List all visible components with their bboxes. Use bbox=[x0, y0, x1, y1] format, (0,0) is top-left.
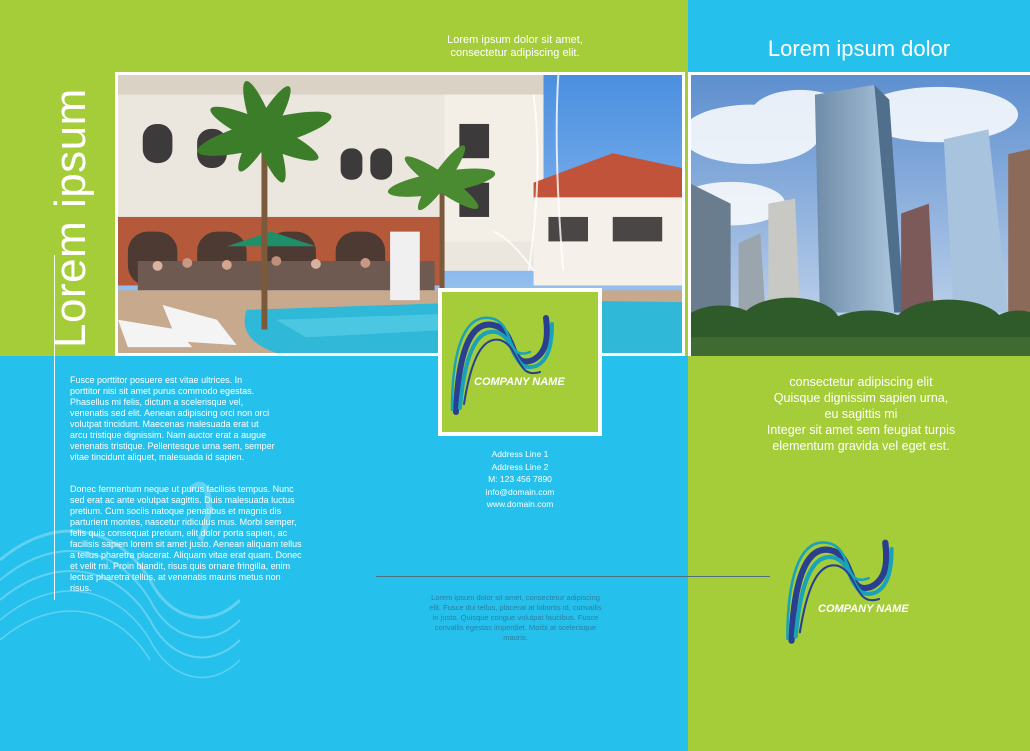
right-body-line: consectetur adipiscing elit bbox=[789, 375, 933, 389]
skyscraper-illustration bbox=[691, 75, 1030, 356]
right-body-line: Quisque dignissim sapien urna, bbox=[773, 391, 949, 405]
wave-logo-icon bbox=[448, 300, 558, 420]
address-line-2: Address Line 2 bbox=[491, 461, 549, 472]
skyscrapers-photo bbox=[688, 72, 1030, 356]
right-body-line: elementum gravida vel eget est. bbox=[772, 439, 950, 453]
left-paragraph-1: Fusce porttitor posuere est vitae ultrices. In porttitor nisi sit amet purus commodo egestas. Phasellus mi felis, dictum a scelerisque vel, venenatis sed elit. Aenean adipiscing orci non orci volutpat tincidunt. Maecenas malesuada erat ut arcu tristique dignissim. Nam auctor erat a augue venenatis tristique. Pellentesque urna sem, semper vitae tincidunt aliquet, malesuada id sapien. bbox=[70, 375, 275, 462]
address-block bbox=[450, 448, 590, 511]
email-address: info@domain.com bbox=[485, 486, 555, 497]
horizontal-divider bbox=[376, 576, 770, 577]
top-tagline: Lorem ipsum dolor sit amet, consectetur adipiscing elit. bbox=[447, 34, 583, 59]
company-name-logo: COMPANY NAME bbox=[474, 376, 565, 388]
right-body-line: eu sagittis mi bbox=[824, 407, 898, 421]
left-paragraph-2: Donec fermentum neque ut purus facilisis tempus. Nunc sed erat ac ante volutpat sagittis. Duis malesuada luctus pretium. Cum sociis natoque penatibus et magnis dis parturient montes, nascetur ridiculus mus. Morbi semper, felis quis consequat pretium, elit dolor porta sapien, ac facilisis sapien lorem sit amet justo. Aenean aliquam tellus a tellus pharetra placerat. Aliquam vitae erat quam. Donec et velit mi. Proin blandit, risus quis ornare fringilla, enim lectus pharetra tellus, at venenatis mauris metus non risus. bbox=[70, 484, 302, 593]
wave-logo-icon-right bbox=[778, 524, 903, 649]
company-name-right: COMPANY NAME bbox=[818, 603, 909, 615]
right-heading: Lorem ipsum dolor bbox=[767, 36, 951, 61]
phone-number: M: 123 456 7890 bbox=[488, 474, 552, 484]
logo-card-inner bbox=[442, 292, 598, 432]
address-line-1: Address Line 1 bbox=[491, 449, 549, 459]
bottom-small-text: Lorem ipsum dolor sit amet, consectetur adipiscing elit. Fusce dui tellus, placerat at lobortis id, convallis in justo. Quisque congue volutpat faucibus. Fusce convallis egestas imperdiet. Morbi at scelerisque mauris. bbox=[429, 593, 602, 642]
right-body-line: Integer sit amet sem feugiat turpis bbox=[766, 423, 956, 437]
website: www.domain.com bbox=[486, 499, 554, 509]
vertical-title: Lorem ipsum bbox=[46, 88, 95, 348]
logo-card bbox=[438, 288, 602, 436]
right-body-text bbox=[736, 374, 986, 454]
